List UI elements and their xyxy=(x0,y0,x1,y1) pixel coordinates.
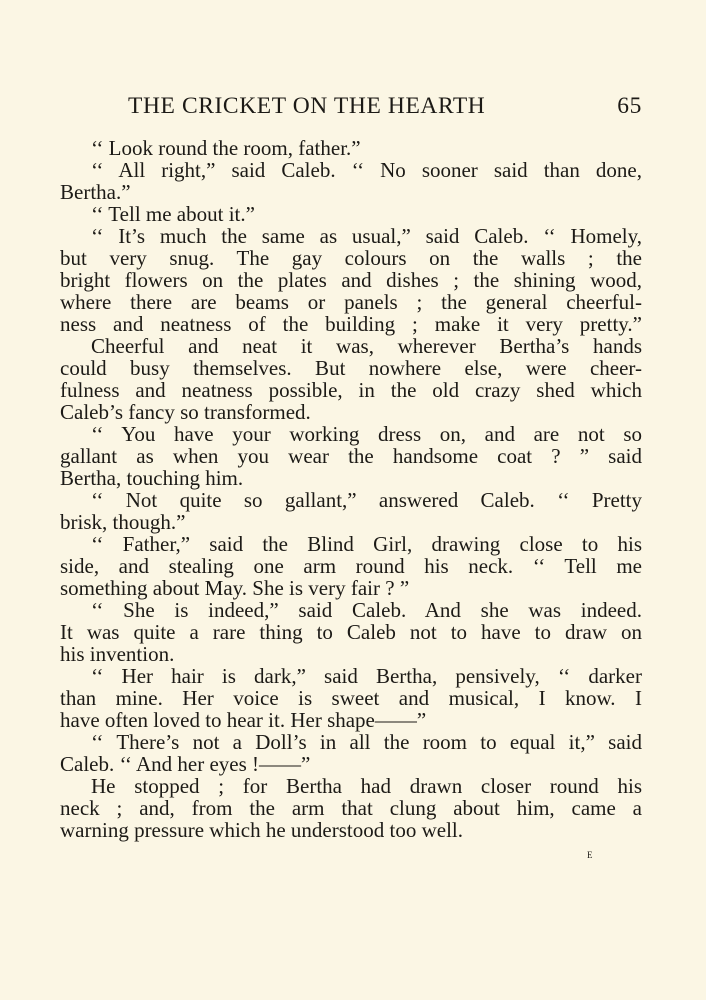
text-line: bright flowers on the plates and dishes ; the shining wood, xyxy=(60,268,642,292)
text-line: side, and stealing one arm round his neck. ‘‘ Tell me xyxy=(60,554,642,578)
text-line: could busy themselves. But nowhere else, were cheer- xyxy=(60,356,642,380)
page-number: 65 xyxy=(617,93,642,119)
text-line: gallant as when you wear the handsome coat ? ” said xyxy=(60,444,642,468)
text-line: have often loved to hear it. Her shape——” xyxy=(60,708,427,732)
text-line: Bertha, touching him. xyxy=(60,466,244,490)
text-line: where there are beams or panels ; the general cheerful- xyxy=(60,290,642,314)
text-line: ‘‘ Tell me about it.” xyxy=(91,202,255,226)
text-line: brisk, though.” xyxy=(60,510,186,534)
text-line: ‘‘ All right,” said Caleb. ‘‘ No sooner said than done, xyxy=(91,158,642,182)
body-text xyxy=(60,137,642,841)
text-line: fulness and neatness possible, in the old crazy shed which xyxy=(60,378,642,402)
text-line: He stopped ; for Bertha had drawn closer round his xyxy=(91,774,642,798)
text-line: something about May. She is very fair ? ” xyxy=(60,576,410,600)
text-line: ‘‘ Look round the room, father.” xyxy=(91,136,361,160)
text-line: ‘‘ Her hair is dark,” said Bertha, pensively, ‘‘ darker xyxy=(91,664,642,688)
text-line: ‘‘ There’s not a Doll’s in all the room to equal it,” said xyxy=(91,730,642,754)
text-line: his invention. xyxy=(60,642,175,666)
text-line: neck ; and, from the arm that clung about him, came a xyxy=(60,796,642,820)
text-line: warning pressure which he understood too well. xyxy=(60,818,463,842)
text-line: ‘‘ Not quite so gallant,” answered Caleb. ‘‘ Pretty xyxy=(91,488,642,512)
text-line: Caleb. ‘‘ And her eyes !——” xyxy=(60,752,311,776)
text-line: It was quite a rare thing to Caleb not to have to draw on xyxy=(60,620,642,644)
text-line: ‘‘ She is indeed,” said Caleb. And she was indeed. xyxy=(91,598,642,622)
running-title: THE CRICKET ON THE HEARTH xyxy=(128,93,486,119)
text-line: than mine. Her voice is sweet and musical, I know. I xyxy=(60,686,642,710)
text-line: Bertha.” xyxy=(60,180,131,204)
text-line: Cheerful and neat it was, wherever Bertha’s hands xyxy=(91,334,642,358)
text-line: Caleb’s fancy so transformed. xyxy=(60,400,311,424)
text-line: but very snug. The gay colours on the walls ; the xyxy=(60,246,642,270)
text-line: ‘‘ Father,” said the Blind Girl, drawing close to his xyxy=(91,532,642,556)
signature-mark: E xyxy=(587,850,593,860)
text-line: ‘‘ It’s much the same as usual,” said Caleb. ‘‘ Homely, xyxy=(91,224,642,248)
text-line: ‘‘ You have your working dress on, and are not so xyxy=(91,422,642,446)
text-line: ness and neatness of the building ; make it very pretty.” xyxy=(60,312,642,336)
